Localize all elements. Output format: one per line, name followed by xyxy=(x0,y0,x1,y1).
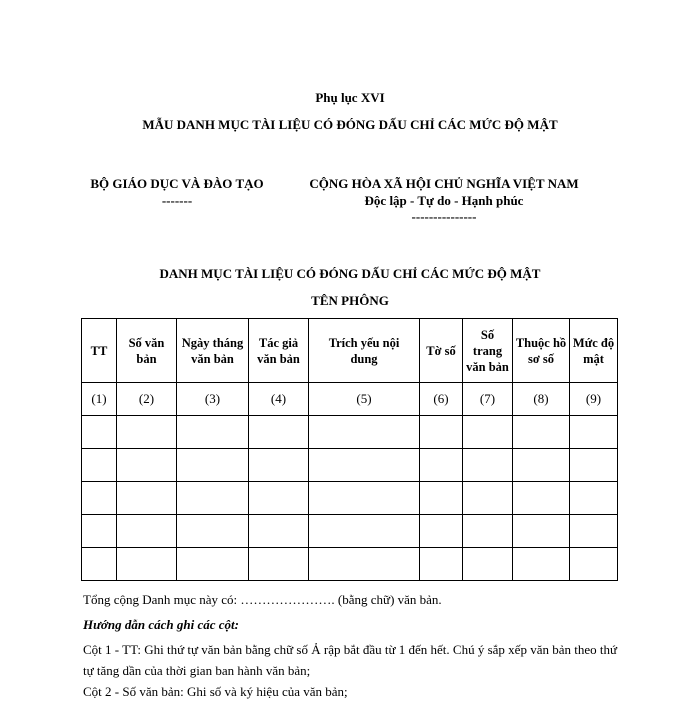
table-cell[interactable] xyxy=(420,416,463,449)
table-cell[interactable] xyxy=(463,482,513,515)
table-row xyxy=(82,416,618,449)
column-header-line: văn bản xyxy=(466,359,509,374)
column-number: (8) xyxy=(513,383,570,416)
guide-heading: Hướng dẫn cách ghi các cột: xyxy=(83,617,239,632)
table-cell[interactable] xyxy=(177,515,249,548)
table-cell[interactable] xyxy=(570,515,618,548)
table-cell[interactable] xyxy=(82,449,117,482)
table-row xyxy=(82,515,618,548)
table-cell[interactable] xyxy=(309,482,420,515)
table-cell[interactable] xyxy=(82,416,117,449)
table-cell[interactable] xyxy=(513,548,570,581)
table-cell[interactable] xyxy=(570,416,618,449)
table-cell[interactable] xyxy=(249,515,309,548)
table-cell[interactable] xyxy=(463,548,513,581)
table-cell[interactable] xyxy=(117,449,177,482)
column-header xyxy=(513,319,570,383)
table-cell[interactable] xyxy=(420,482,463,515)
column-header-line: Thuộc hồ xyxy=(515,335,567,350)
table-cell[interactable] xyxy=(463,449,513,482)
table-cell[interactable] xyxy=(177,482,249,515)
table-cell[interactable] xyxy=(117,482,177,515)
table-cell[interactable] xyxy=(249,449,309,482)
column-header xyxy=(117,319,177,383)
column-header-line: Số văn xyxy=(128,335,165,350)
table-cell[interactable] xyxy=(309,515,420,548)
table-cell[interactable] xyxy=(82,482,117,515)
table-cell[interactable] xyxy=(117,548,177,581)
table-cell[interactable] xyxy=(82,515,117,548)
table-row xyxy=(82,482,618,515)
column-header-line: văn bản xyxy=(257,351,300,366)
national-motto: Độc lập - Tự do - Hạnh phúc xyxy=(364,193,524,208)
table-row xyxy=(82,449,618,482)
column-header-line: mật xyxy=(583,351,604,366)
table-cell[interactable] xyxy=(513,482,570,515)
table-cell[interactable] xyxy=(463,416,513,449)
table-cell[interactable] xyxy=(420,548,463,581)
column-header xyxy=(177,319,249,383)
table-cell[interactable] xyxy=(249,416,309,449)
table-cell[interactable] xyxy=(309,548,420,581)
table-cell[interactable] xyxy=(177,548,249,581)
table-cell[interactable] xyxy=(570,548,618,581)
column-number: (5) xyxy=(309,383,420,416)
column-number: (1) xyxy=(82,383,117,416)
column-header-line: Mức độ xyxy=(572,335,615,350)
motto-divider: --------------- xyxy=(411,209,477,224)
table-cell[interactable] xyxy=(117,515,177,548)
total-line: Tổng cộng Danh mục này có: …………………. (bằng chữ) văn bản. xyxy=(83,592,442,607)
table-row xyxy=(82,548,618,581)
ministry-header xyxy=(62,176,292,209)
guide-column-1: Cột 1 - TT: Ghi thứ tự văn bản bằng chữ số Ả rập bắt đầu từ 1 đến hết. Chú ý sắp xếp văn bản theo thứ tự tăng dần của thời gian ban hành văn bản; xyxy=(83,642,618,678)
table-cell[interactable] xyxy=(117,416,177,449)
department-name: TÊN PHÔNG xyxy=(311,293,389,308)
list-title: DANH MỤC TÀI LIỆU CÓ ĐÓNG DẤU CHỈ CÁC MỨC ĐỘ MẬT xyxy=(159,266,541,281)
column-number: (2) xyxy=(117,383,177,416)
column-header-line: Số xyxy=(480,327,495,342)
column-header-line: Tờ số xyxy=(426,343,456,358)
column-header xyxy=(309,319,420,383)
column-number: (3) xyxy=(177,383,249,416)
table-cell[interactable] xyxy=(570,449,618,482)
table-cell[interactable] xyxy=(513,416,570,449)
column-header-line: Ngày tháng xyxy=(181,335,244,350)
table-cell[interactable] xyxy=(463,515,513,548)
column-number: (6) xyxy=(420,383,463,416)
column-number-row xyxy=(82,383,618,416)
column-header xyxy=(570,319,618,383)
column-header xyxy=(420,319,463,383)
table-cell[interactable] xyxy=(420,449,463,482)
country-name: CỘNG HÒA XÃ HỘI CHỦ NGHĨA VIỆT NAM xyxy=(309,176,579,191)
table-cell[interactable] xyxy=(249,548,309,581)
table-cell[interactable] xyxy=(177,416,249,449)
column-header-line: Trích yếu nội xyxy=(328,335,400,350)
column-header-line: bản xyxy=(136,351,157,366)
table-cell[interactable] xyxy=(249,482,309,515)
table-cell[interactable] xyxy=(309,416,420,449)
column-header-line: dung xyxy=(350,351,378,366)
column-header-line: sơ số xyxy=(527,351,555,366)
table-cell[interactable] xyxy=(513,515,570,548)
table-cell[interactable] xyxy=(513,449,570,482)
column-header-line: Tác giả xyxy=(258,335,299,350)
table-cell[interactable] xyxy=(177,449,249,482)
table-cell[interactable] xyxy=(82,548,117,581)
column-header xyxy=(463,319,513,383)
national-header xyxy=(292,176,596,225)
ministry-name: BỘ GIÁO DỤC VÀ ĐÀO TẠO xyxy=(90,176,264,191)
column-header-line: văn bản xyxy=(191,351,234,366)
table-cell[interactable] xyxy=(570,482,618,515)
column-header xyxy=(249,319,309,383)
column-number: (9) xyxy=(570,383,618,416)
table-header-row xyxy=(82,319,618,383)
column-header-line: trang xyxy=(472,343,503,358)
column-header-line: TT xyxy=(90,343,108,358)
column-header xyxy=(82,319,117,383)
column-number: (7) xyxy=(463,383,513,416)
form-title: MẪU DANH MỤC TÀI LIỆU CÓ ĐÓNG DẤU CHỈ CÁC MỨC ĐỘ MẬT xyxy=(142,117,558,132)
table-cell[interactable] xyxy=(420,515,463,548)
guide-column-2: Cột 2 - Số văn bản: Ghi số và ký hiệu của văn bản; xyxy=(83,684,348,699)
appendix-label: Phụ lục XVI xyxy=(315,90,385,105)
table-cell[interactable] xyxy=(309,449,420,482)
document-list-table xyxy=(81,318,618,581)
ministry-divider: ------- xyxy=(161,193,193,208)
column-number: (4) xyxy=(249,383,309,416)
